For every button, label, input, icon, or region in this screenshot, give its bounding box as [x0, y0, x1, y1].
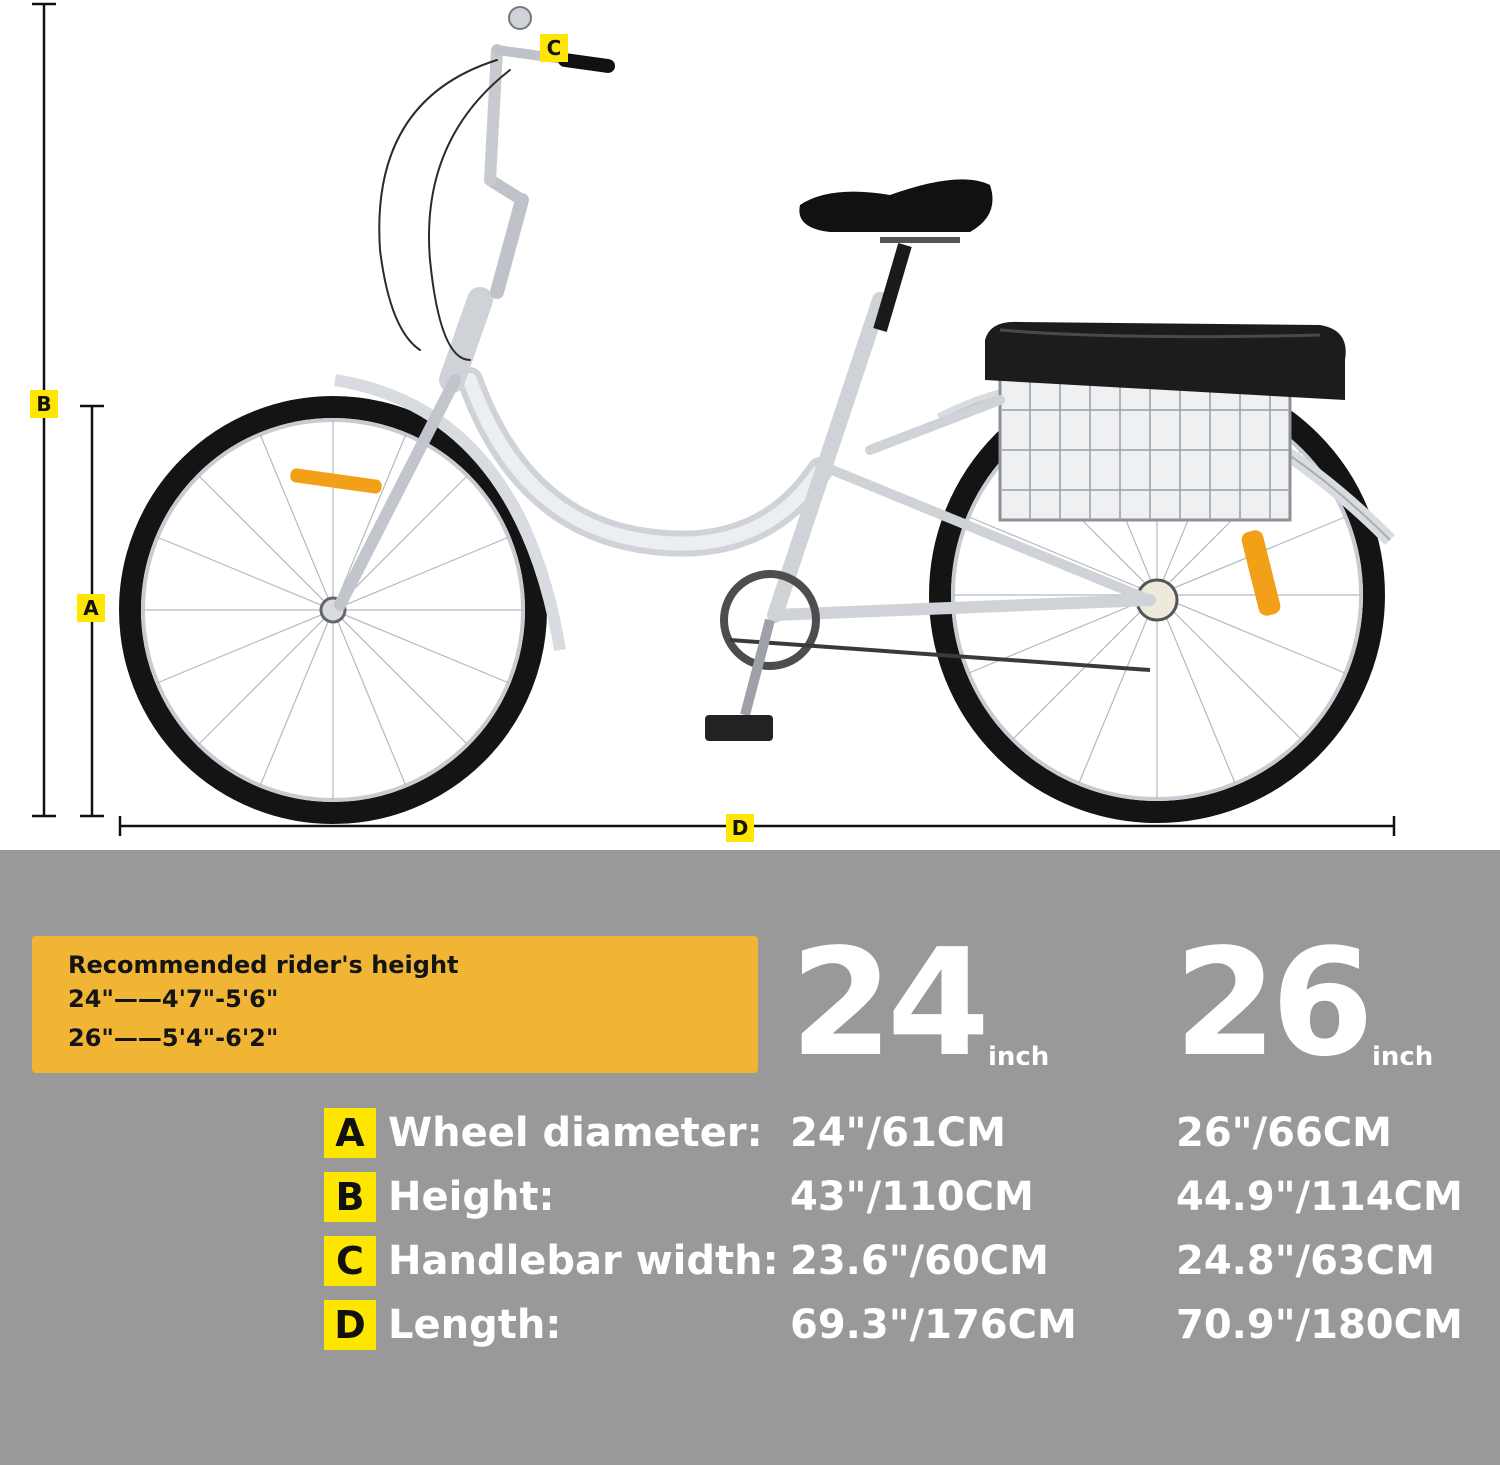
- spec-tag: C: [324, 1236, 376, 1286]
- spec-label: Handlebar width:: [388, 1238, 779, 1284]
- spec-tag: A: [324, 1108, 376, 1158]
- spec-row-handlebar-width: [324, 1234, 1494, 1286]
- size-24-number: 24: [790, 917, 984, 1089]
- size-24-unit: inch: [987, 1042, 1050, 1072]
- dimension-b-tag: B: [30, 390, 58, 418]
- saddle: [799, 179, 992, 330]
- dimension-a-tag: A: [77, 594, 105, 622]
- spec-row-wheel-diameter: [324, 1106, 1494, 1158]
- specification-panel: [0, 850, 1500, 1465]
- rider-height-24: 24"——4'7"-5'6": [68, 985, 279, 1013]
- rider-height-26: 26"——5'4"-6'2": [68, 1024, 279, 1052]
- rider-height-title: Recommended rider's height: [68, 951, 459, 979]
- spec-value-24: 24"/61CM: [790, 1110, 1006, 1156]
- handlebar: [379, 7, 608, 360]
- size-24-heading: [790, 917, 1050, 1089]
- spec-row-height: [324, 1170, 1494, 1222]
- spec-value-24: 69.3"/176CM: [790, 1302, 1077, 1348]
- spec-value-26: 24.8"/63CM: [1176, 1238, 1435, 1284]
- spec-value-26: 26"/66CM: [1176, 1110, 1392, 1156]
- front-wheel: [130, 407, 536, 813]
- spec-value-24: 23.6"/60CM: [790, 1238, 1049, 1284]
- spec-row-length: [324, 1298, 1494, 1350]
- spec-label: Wheel diameter:: [388, 1110, 763, 1156]
- spec-value-26: 70.9"/180CM: [1176, 1302, 1463, 1348]
- spec-tag: B: [324, 1172, 376, 1222]
- spec-tag: D: [324, 1300, 376, 1350]
- spec-label: Height:: [388, 1174, 555, 1220]
- dimension-d-tag: D: [726, 814, 754, 842]
- dimension-c-tag: C: [540, 34, 568, 62]
- spec-value-24: 43"/110CM: [790, 1174, 1034, 1220]
- size-26-unit: inch: [1371, 1042, 1434, 1072]
- size-26-number: 26: [1174, 917, 1368, 1089]
- rider-height-box: [32, 936, 758, 1073]
- spec-label: Length:: [388, 1302, 562, 1348]
- size-26-heading: [1174, 917, 1434, 1089]
- spec-value-26: 44.9"/114CM: [1176, 1174, 1463, 1220]
